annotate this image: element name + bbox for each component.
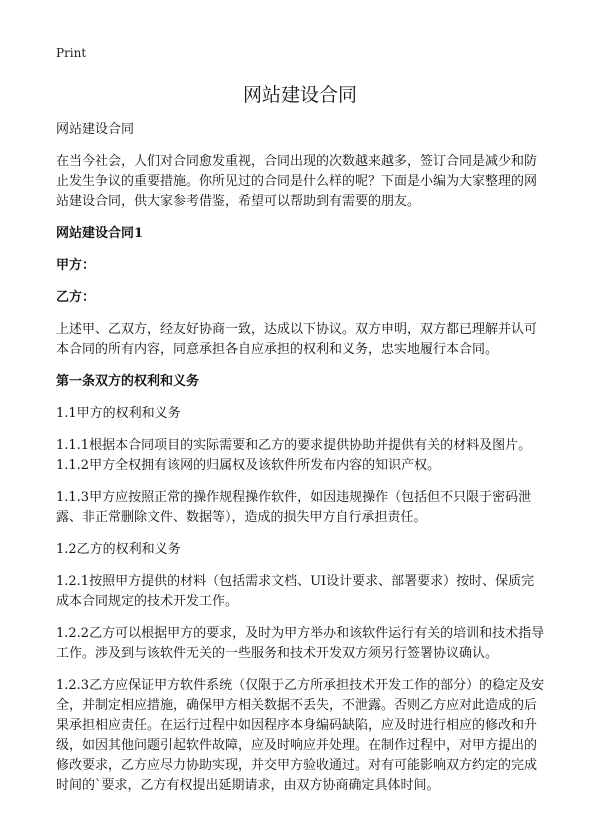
intro-paragraph: 在当今社会，人们对合同愈发重视，合同出现的次数越来越多，签订合同是减少和防止发生争议的重要措施。你所见过的合同是什么样的呢？下面是小编为大家整理的网站建设合同，供大家参考借鉴，希望可以帮助到有需要的朋友。 xyxy=(56,154,538,209)
article-1-heading: 第一条双方的权利和义务 xyxy=(56,374,200,389)
contract-heading: 网站建设合同1 xyxy=(56,226,144,241)
clause-1-1-1: 1.1.1根据本合同项目的实际需要和乙方的要求提供协助并提供有关的材料及图片。 xyxy=(56,438,532,453)
clause-1-2-2: 1.2.2乙方可以根据甲方的要求，及时为甲方举办和该软件运行有关的培训和技术指导工作。涉及到与该软件无关的一些服务和技术开发双方须另行签署协议确认。 xyxy=(56,626,545,661)
clause-1-2-1: 1.2.1按照甲方提供的材料（包括需求文档、UI设计要求、部署要求）按时、保质完成本合同规定的技术开发工作。 xyxy=(56,574,535,609)
section-1-1-heading: 1.1甲方的权利和义务 xyxy=(56,406,181,421)
clause-1-1-3: 1.1.3甲方应按照正常的操作规程操作软件，如因违规操作（包括但不只限于密码泄露、非正常删除文件、数据等），造成的损失甲方自行承担责任。 xyxy=(56,490,532,525)
party-b-label: 乙方： xyxy=(56,290,96,305)
print-link[interactable]: Print xyxy=(56,46,87,60)
page-title: 网站建设合同 xyxy=(242,84,357,106)
party-a-label: 甲方： xyxy=(56,258,96,273)
clause-1-2-3: 1.2.3乙方应保证甲方软件系统（仅限于乙方所承担技术开发工作的部分）的稳定及安全，并制定相应措施，确保甲方相关数据不丢失，不泄露。否则乙方应对此造成的后果承担相应责任。在运行过程中如因程序本身编码缺陷，应及时进行相应的修改和升级，如因其他问题引起软件故障，应及时响应并处理。在制作过程中，对甲方提出的修改要求，乙方应尽力协助实现，并交甲方验收通过。对有可能影响双方约定的完成时间的`要求，乙方有权提出延期请求，由双方协商确定具体时间。 xyxy=(56,678,545,793)
clause-1-1-2: 1.1.2甲方全权拥有该网的归属权及该软件所发布内容的知识产权。 xyxy=(56,458,441,473)
document-subtitle: 网站建设合同 xyxy=(56,122,135,137)
agreement-paragraph: 上述甲、乙双方，经友好协商一致，达成以下协议。双方申明，双方都已理解并认可本合同的所有内容，同意承担各自应承担的权利和义务，忠实地履行本合同。 xyxy=(56,322,538,357)
section-1-2-heading: 1.2乙方的权利和义务 xyxy=(56,542,181,557)
document-body xyxy=(56,120,546,808)
